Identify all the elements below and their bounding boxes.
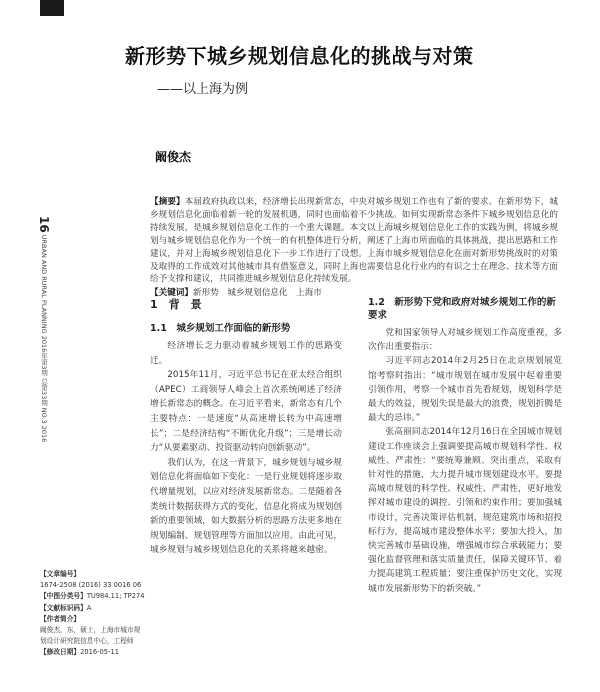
paragraph: 我们认为，在这一背景下，城乡规划与城乡规划信息化将面临如下变化：一是行业规划将逐步取代增量规划，以应对经济发展新常态。二是随着各类统计数据获得方式的变化，信息化将成为规划创新的重要领域，如大数据分析的思路方法更多地在规划编制、规划管理等方面加以应用。由此可见，城乡规划与城乡规划信息化的关系将越来越密。 xyxy=(150,457,342,556)
left-column xyxy=(150,296,342,558)
journal-name: URBAN AND RURAL PLANNING xyxy=(40,234,48,334)
article-metadata xyxy=(40,569,146,659)
paragraph: 习近平同志2014年2月25日在北京规划展览馆考察时指出：“城市规划在城市发展中起着重要引领作用，考察一个城市首先看规划，规划科学是最大的效益，规划失误是最大的浪费，规划折腾是最大的忌讳。” xyxy=(368,356,562,424)
subsection-heading: 1.1 城乡规划工作面临的新形势 xyxy=(150,323,291,334)
article-title: 新形势下城乡规划信息化的挑战与对策 xyxy=(125,44,474,68)
journal-sidebar xyxy=(32,216,51,443)
meta-label: 【修改日期】 xyxy=(40,648,81,657)
paragraph: 党和国家领导人对城乡规划工作高度重视，多次作出重要指示： xyxy=(368,328,562,353)
meta-label: 【文章编号】 xyxy=(40,570,81,578)
keywords-text: 新形势 城乡规划信息化 上海市 xyxy=(192,288,322,299)
author-name: 阚俊杰 xyxy=(155,150,192,164)
section-heading: 1 背 景 xyxy=(150,298,202,311)
keywords-label: 【关键词】 xyxy=(150,288,193,299)
paragraph: 经济增长乏力驱动着城乡规划工作的思路变迁。 xyxy=(150,341,342,366)
abstract-label: 【摘要】 xyxy=(150,197,185,207)
abstract-text: 本届政府执政以来，经济增长出现新常态，中央对城乡规划工作也有了新的要求。在新形势下，城乡规划信息化面临着新一轮的发展机遇，同时也面临着不少挑战。如何实现新常态条件下城乡规划信息化的持续发展，是城乡规划信息化工作的一个重大课题。本文以上海城乡规划信息化工作的实践为例，将城乡规划与城乡规划信息化作为一个统一的有机整体进行分析，阐述了上海市所面临的具体挑战，提出思路和工作建议，并对上海城乡规划信息化下一步工作进行了设想。上海市城乡规划信息化在面对新形势挑战时的对策及取得的工作成效对其他城市具有借鉴意义，同时上海也需要信息化行业内的有识之士在理念、技术等方面给予支撑和建议，共同推进城乡规划信息化持续发展。 xyxy=(150,197,558,285)
paragraph: 2015年11月，习近平总书记在亚太经合组织（APEC）工商领导人峰会上首次系统阐述了经济增长新常态的概念。在习近平看来，新常态有几个主要特点：一是速度“从高速增长转为中高速增长”；二是经济结构“不断优化升级”；三是增长动力“从要素驱动、投资驱动转向创新驱动”。 xyxy=(150,370,342,454)
meta-value: 阚俊杰，东，硕士，上海市城市规划设计研究院信息中心，工程师 xyxy=(40,626,141,646)
meta-value: 2016-05-11 xyxy=(80,648,119,657)
meta-value: 1674-2508 (2016) 33 0016 06 xyxy=(40,581,142,590)
paragraph: 张高丽同志2014年12月16日在全国城市规划建设工作座谈会上强调要提高城市规划科学性、权威性、严肃性：“要统筹兼顾、突出重点，采取有针对性的措施，大力提升城市规划建设水平。要提高城市规划的科学性、权威性、严肃性，更好地发挥对城市建设的调控、引领和约束作用；要加强城市设计，完善决策评估机制，规范建筑市场和招投标行为，提高城市建设整体水平；要加大投入，加快完善城市基础设施，增强城市综合承载能力；要强化监督管理和落实质量责任，保障关键环节、着力提高建筑工程质量；要注重保护历史文化，实现城市发展新形势下的新突破。” xyxy=(368,427,562,594)
right-column xyxy=(368,296,562,596)
corner-block xyxy=(40,0,64,16)
meta-label: 【文献标识码】 xyxy=(40,603,87,612)
meta-value: A xyxy=(86,603,92,612)
article-subtitle: ——以上海为例 xyxy=(157,82,249,97)
meta-label: 【中图分类号】 xyxy=(40,592,87,601)
subsection-heading: 1.2 新形势下党和政府对城乡规划工作的新要求 xyxy=(368,297,556,321)
meta-value: TU984.11; TP274 xyxy=(86,592,145,601)
page-number: 16 xyxy=(37,216,51,233)
journal-issue: 2016年第3期 总第33期 NO.3 2016 xyxy=(40,335,48,443)
abstract-block xyxy=(150,196,558,300)
meta-label: 【作者简介】 xyxy=(40,614,81,623)
